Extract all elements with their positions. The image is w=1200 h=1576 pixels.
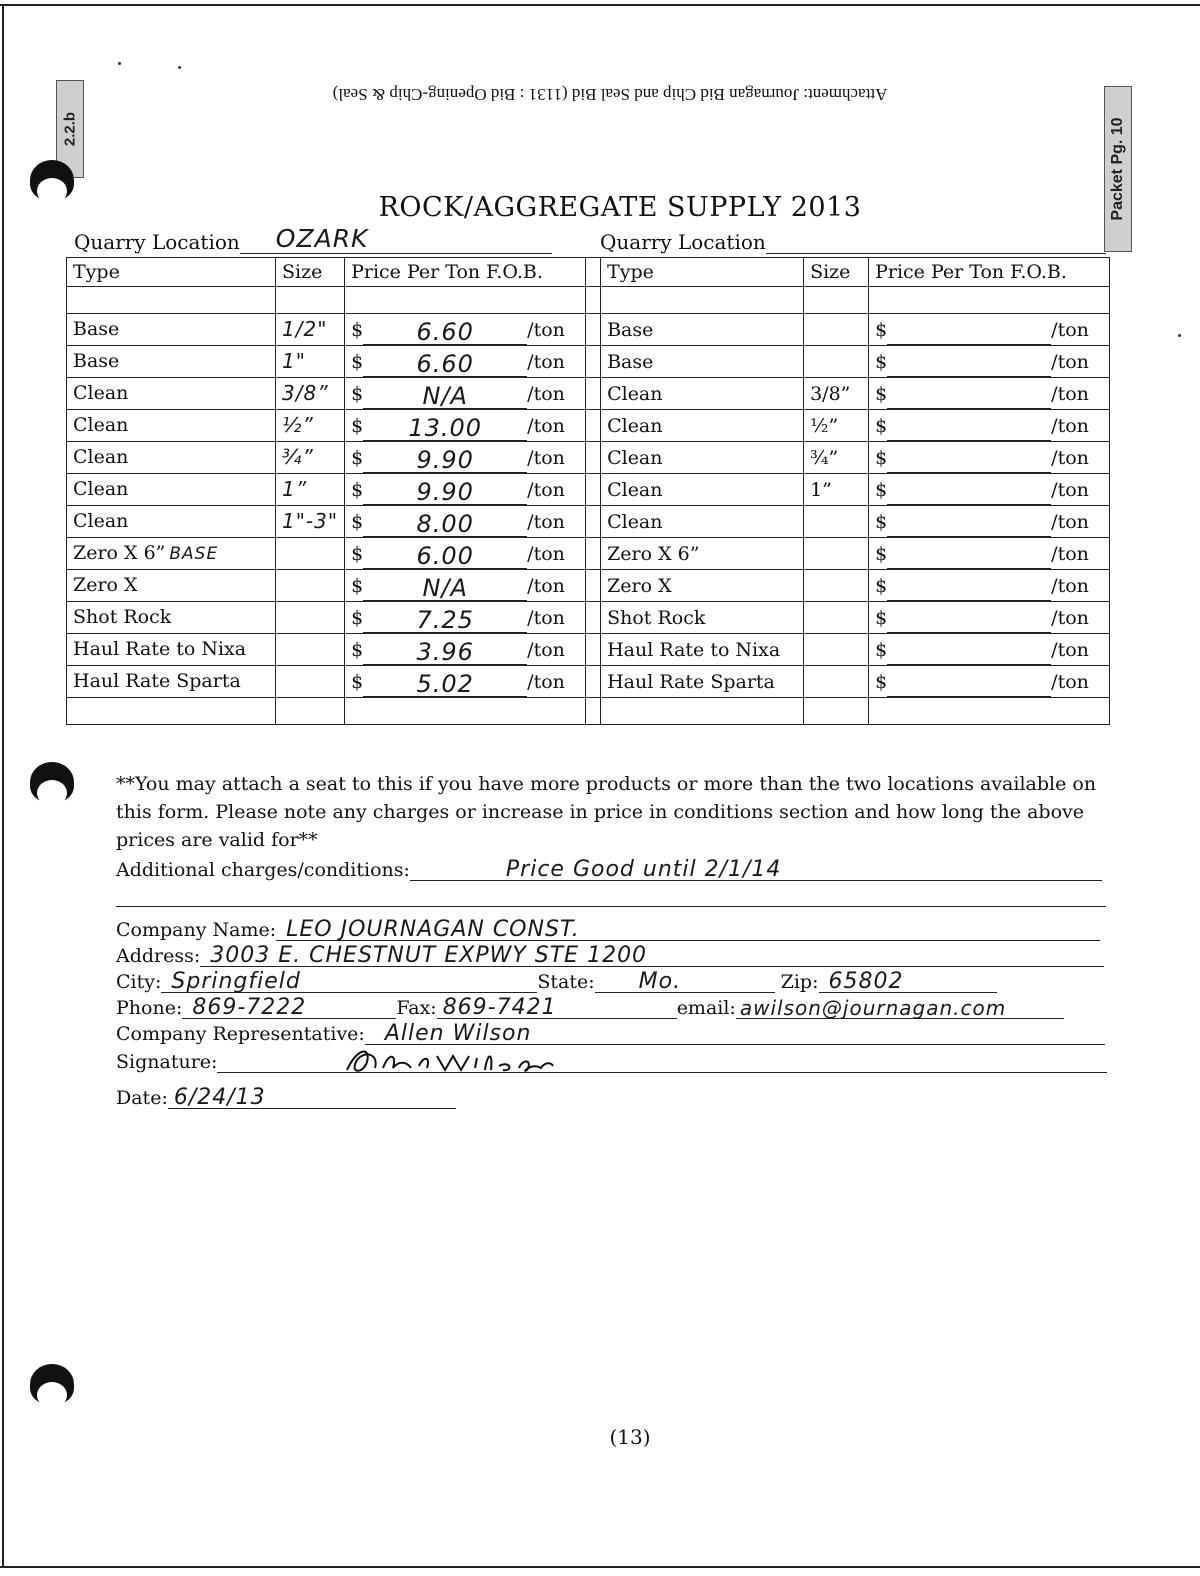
price-left-value: 9.90 — [416, 445, 474, 474]
row-type: Clean — [67, 506, 276, 538]
address-value: 3003 E. CHESTNUT EXPWY STE 1200 — [210, 943, 648, 968]
row-price-left: $ 7.25 /ton — [345, 602, 586, 634]
row-price-right: $ /ton — [869, 602, 1110, 634]
conditions-value: Price Good until 2/1/14 — [505, 857, 782, 882]
row-type-right: Clean — [601, 410, 804, 442]
price-table — [66, 257, 1110, 725]
page-border-bottom — [0, 1566, 1200, 1568]
row-size-right: ¾” — [804, 442, 869, 474]
column-gap — [586, 538, 601, 570]
representative-value: Allen Wilson — [384, 1021, 532, 1046]
address-row: Address: 3003 E. CHESTNUT EXPWY STE 1200 — [116, 944, 1104, 967]
row-type-right: Clean — [601, 474, 804, 506]
punch-hole-icon — [30, 1364, 74, 1404]
table-header-row — [67, 258, 1110, 287]
col-type-right: Type — [601, 258, 804, 287]
column-gap — [586, 474, 601, 506]
row-size-left: 1" — [276, 346, 345, 378]
column-gap — [586, 666, 601, 698]
column-gap — [586, 258, 601, 287]
table-row — [67, 538, 1110, 570]
row-type: Zero X 6” BASE — [67, 538, 276, 570]
row-type: Zero X — [67, 570, 276, 602]
row-price-left: $ 5.02 /ton — [345, 666, 586, 698]
row-type: Clean — [67, 442, 276, 474]
speck — [178, 66, 181, 69]
row-size-right — [804, 570, 869, 602]
signature-image — [327, 1044, 557, 1078]
row-type-right: Clean — [601, 378, 804, 410]
table-row — [67, 634, 1110, 666]
zip-value: 65802 — [828, 969, 904, 994]
price-left-value: 6.60 — [416, 349, 474, 378]
price-left-value: 6.60 — [416, 317, 474, 346]
table-row — [67, 570, 1110, 602]
column-gap — [586, 346, 601, 378]
row-type: Shot Rock — [67, 602, 276, 634]
blank-rule — [116, 906, 1106, 907]
row-price-right: $ /ton — [869, 538, 1110, 570]
row-price-right: $ /ton — [869, 570, 1110, 602]
company-value: LEO JOURNAGAN CONST. — [286, 917, 580, 942]
price-left-value: 5.02 — [416, 669, 474, 698]
row-price-right: $ /ton — [869, 378, 1110, 410]
price-left-value: N/A — [422, 381, 468, 410]
col-size-right: Size — [804, 258, 869, 287]
price-left-value: 8.00 — [416, 509, 474, 538]
row-type-right: Base — [601, 346, 804, 378]
email-value: awilson@journagan.com — [739, 996, 1007, 1020]
speck — [118, 62, 121, 65]
phone-fax-email-row: Phone: 869-7222 Fax: 869-7421 email: awilson@journagan.com — [116, 996, 1064, 1019]
column-gap — [586, 378, 601, 410]
row-size-right — [804, 634, 869, 666]
row-price-right: $ /ton — [869, 506, 1110, 538]
row-size-left — [276, 602, 345, 634]
table-row — [67, 346, 1110, 378]
row-size-right: ½” — [804, 410, 869, 442]
date-value: 6/24/13 — [173, 1085, 266, 1110]
row-price-left: $ 9.90 /ton — [345, 442, 586, 474]
row-price-right: $ /ton — [869, 410, 1110, 442]
row-size-left: 1” — [276, 474, 345, 506]
row-type: Clean — [67, 378, 276, 410]
column-gap — [586, 506, 601, 538]
city-value: Springfield — [171, 969, 301, 994]
table-row — [67, 666, 1110, 698]
page-number: (13) — [609, 1425, 651, 1449]
section-stamp: 2.2.b — [56, 80, 84, 178]
table-row — [67, 506, 1110, 538]
page-border-left — [2, 4, 4, 1568]
price-left-value: N/A — [422, 573, 468, 602]
row-price-right: $ /ton — [869, 634, 1110, 666]
table-row — [67, 378, 1110, 410]
row-price-right: $ /ton — [869, 666, 1110, 698]
price-left-value: 13.00 — [408, 413, 483, 442]
row-type: Base — [67, 314, 276, 346]
company-row: Company Name: LEO JOURNAGAN CONST. — [116, 918, 1100, 941]
row-price-right: $ /ton — [869, 474, 1110, 506]
row-type-right: Clean — [601, 442, 804, 474]
row-size-right: 1” — [804, 474, 869, 506]
column-gap — [586, 570, 601, 602]
table-row — [67, 314, 1110, 346]
instructions-note: **You may attach a seat to this if you have more products or more than the two locations available on this form. Please note any charges or increase in price in conditions section and how long the above prices are valid for** — [116, 773, 1097, 851]
row-price-left: $ 3.96 /ton — [345, 634, 586, 666]
page-title: ROCK/AGGREGATE SUPPLY 2013 — [378, 192, 862, 223]
price-left-value: 6.00 — [416, 541, 474, 570]
row-price-left: $ 8.00 /ton — [345, 506, 586, 538]
table-row — [67, 602, 1110, 634]
col-price-left: Price Per Ton F.O.B. — [345, 258, 586, 287]
packet-page-stamp: Packet Pg. 10 — [1104, 86, 1132, 252]
row-size-right — [804, 602, 869, 634]
city-state-zip-row: City: Springfield State: Mo. Zip: 65802 — [116, 970, 997, 993]
row-price-left: $ 9.90 /ton — [345, 474, 586, 506]
table-row — [67, 698, 1110, 725]
row-type-right: Zero X 6” — [601, 538, 804, 570]
table-row — [67, 287, 1110, 314]
row-type: Haul Rate Sparta — [67, 666, 276, 698]
row-price-left: $ 6.60 /ton — [345, 346, 586, 378]
punch-hole-icon — [30, 762, 74, 802]
row-size-right — [804, 506, 869, 538]
attachment-header: Attachment: Journagan Bid Chip and Seal Bid (1131 : Bid Opening-Chip & Seal) — [332, 85, 888, 104]
conditions-row: Additional charges/conditions: Price Good until 2/1/14 — [116, 858, 1102, 881]
row-size-left — [276, 570, 345, 602]
state-value: Mo. — [638, 969, 682, 994]
price-left-value: 9.90 — [416, 477, 474, 506]
price-left-value: 3.96 — [416, 637, 474, 666]
phone-value: 869-7222 — [192, 995, 307, 1020]
row-size-left — [276, 634, 345, 666]
row-price-left: $ 13.00 /ton — [345, 410, 586, 442]
row-price-left: $ N/A /ton — [345, 378, 586, 410]
price-left-value: 7.25 — [416, 605, 474, 634]
row-type-note: BASE — [169, 544, 219, 564]
table-row — [67, 410, 1110, 442]
row-type-right: Shot Rock — [601, 602, 804, 634]
row-size-right: 3/8” — [804, 378, 869, 410]
row-price-left: $ N/A /ton — [345, 570, 586, 602]
row-type-right: Base — [601, 314, 804, 346]
row-size-left: ½” — [276, 410, 345, 442]
column-gap — [586, 634, 601, 666]
row-size-left: ¾” — [276, 442, 345, 474]
quarry-location-left: Quarry Location OZARK — [74, 230, 552, 254]
row-type-right: Haul Rate Sparta — [601, 666, 804, 698]
column-gap — [586, 602, 601, 634]
row-price-right: $ /ton — [869, 442, 1110, 474]
row-size-right — [804, 666, 869, 698]
representative-row: Company Representative: Allen Wilson — [116, 1022, 1105, 1045]
row-type-right: Zero X — [601, 570, 804, 602]
row-size-left — [276, 666, 345, 698]
row-size-right — [804, 538, 869, 570]
quarry-location-right: Quarry Location — [600, 230, 1106, 254]
row-type-right: Clean — [601, 506, 804, 538]
row-type-right: Haul Rate to Nixa — [601, 634, 804, 666]
row-size-right — [804, 314, 869, 346]
row-size-left: 1"-3" — [276, 506, 345, 538]
row-size-left: 1/2" — [276, 314, 345, 346]
table-row — [67, 474, 1110, 506]
row-price-right: $ /ton — [869, 346, 1110, 378]
row-size-left: 3/8” — [276, 378, 345, 410]
column-gap — [586, 410, 601, 442]
column-gap — [586, 314, 601, 346]
row-type: Haul Rate to Nixa — [67, 634, 276, 666]
row-price-left: $ 6.60 /ton — [345, 314, 586, 346]
col-size-left: Size — [276, 258, 345, 287]
row-price-left: $ 6.00 /ton — [345, 538, 586, 570]
page-border-top — [0, 4, 1200, 6]
row-type: Clean — [67, 410, 276, 442]
row-size-right — [804, 346, 869, 378]
fax-value: 869-7421 — [442, 995, 557, 1020]
date-row: Date: 6/24/13 — [116, 1086, 456, 1109]
row-size-left — [276, 538, 345, 570]
col-price-right: Price Per Ton F.O.B. — [869, 258, 1110, 287]
column-gap — [586, 442, 601, 474]
row-type: Base — [67, 346, 276, 378]
table-row — [67, 442, 1110, 474]
punch-hole-icon — [30, 160, 74, 200]
signature-row: Signature: — [116, 1050, 1107, 1073]
col-type-left: Type — [67, 258, 276, 287]
speck — [1178, 334, 1181, 337]
row-price-right: $ /ton — [869, 314, 1110, 346]
quarry-location-left-value: OZARK — [275, 224, 369, 253]
row-type: Clean — [67, 474, 276, 506]
